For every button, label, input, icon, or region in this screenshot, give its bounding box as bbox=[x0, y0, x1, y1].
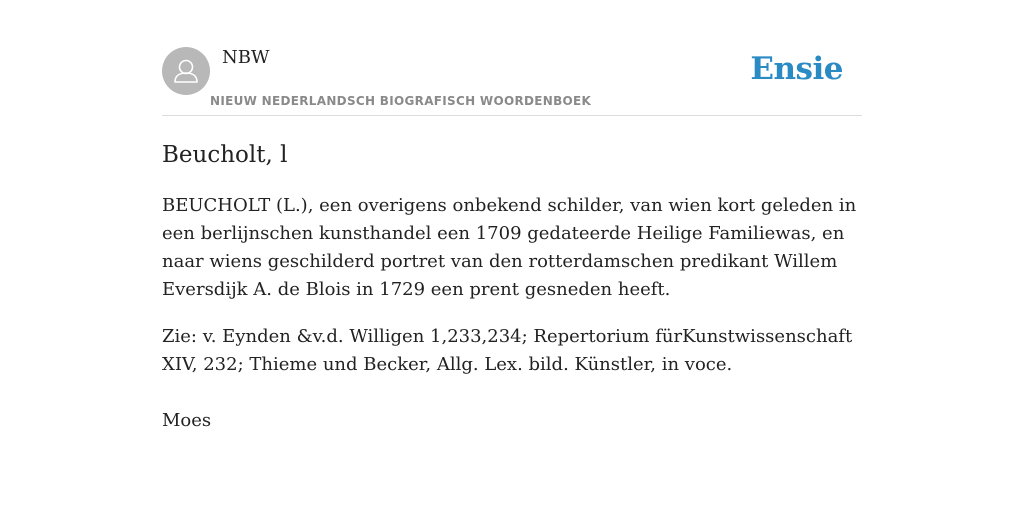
entry-page bbox=[162, 0, 862, 431]
source-avatar[interactable] bbox=[162, 47, 210, 95]
source-name[interactable]: NBW bbox=[222, 47, 270, 68]
entry-author: Moes bbox=[162, 410, 212, 431]
entry-references: Zie: v. Eynden &v.d. Willigen 1,233,234; Repertorium fürKunstwissenschaft XIV, 232; Thieme und Becker, Allg. Lex. bild. Künstler, in voce. bbox=[162, 326, 853, 375]
entry-title: Beucholt, l bbox=[162, 142, 288, 168]
entry-paragraph: BEUCHOLT (L.), een overigens onbekend schilder, van wien kort geleden in een berlijnschen kunsthandel een 1709 gedateerde Heilige Familiewas, en naar wiens geschilderd portret van den rotterdamschen predikant Willem Eversdijk A. de Blois in 1729 een prent gesneden heeft. bbox=[162, 195, 857, 300]
brand-logo-link[interactable]: Ensie bbox=[750, 51, 843, 87]
source-header bbox=[162, 0, 862, 116]
user-silhouette-icon bbox=[162, 47, 210, 95]
source-subtitle: NIEUW NEDERLANDSCH BIOGRAFISCH WOORDENBOEK bbox=[210, 94, 592, 108]
